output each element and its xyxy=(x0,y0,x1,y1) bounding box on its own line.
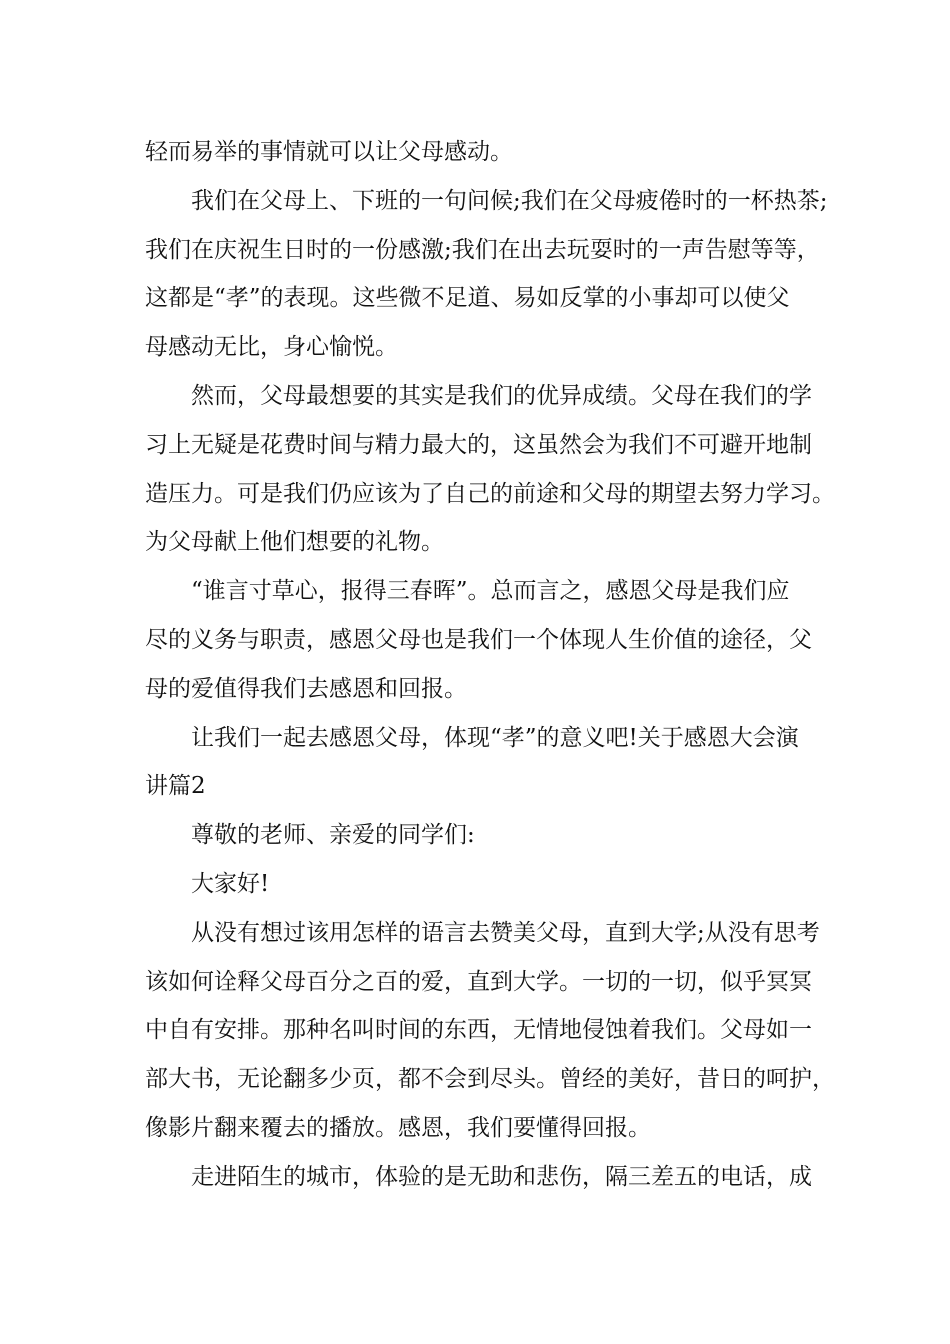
text-line: 为父母献上他们想要的礼物。 xyxy=(145,529,444,556)
paragraph-first-line: 然而，父母最想要的其实是我们的优异成绩。父母在我们的学 xyxy=(191,382,812,409)
paragraph-first-line: 走进陌生的城市，体验的是无助和悲伤，隔三差五的电话，成 xyxy=(191,1163,812,1190)
text-line: 该如何诠释父母百分之百的爱，直到大学。一切的一切，似乎冥冥 xyxy=(145,968,812,995)
text-line: 母的爱值得我们去感恩和回报。 xyxy=(145,675,467,702)
text-line: 讲篇2 xyxy=(145,773,206,800)
paragraph-first-line: “谁言寸草心，报得三春晖”。总而言之，感恩父母是我们应 xyxy=(191,578,790,605)
greeting: 大家好! xyxy=(191,870,270,897)
paragraph-first-line: 从没有想过该用怎样的语言去赞美父母，直到大学;从没有思考 xyxy=(191,919,820,946)
text-line: 母感动无比，身心愉悦。 xyxy=(145,334,398,361)
text-line: 我们在庆祝生日时的一份感激;我们在出去玩耍时的一声告慰等等， xyxy=(145,236,820,263)
text-line: 这都是“孝”的表现。这些微不足道、易如反掌的小事却可以使父 xyxy=(145,285,790,312)
text-line: 习上无疑是花费时间与精力最大的，这虽然会为我们不可避开地制 xyxy=(145,431,812,458)
text-line: 轻而易举的事情就可以让父母感动。 xyxy=(145,139,513,165)
paragraph-first-line: 让我们一起去感恩父母，体现“孝”的意义吧!关于感恩大会演 xyxy=(191,724,799,751)
text-line: 尽的义务与职责，感恩父母也是我们一个体现人生价值的途径，父 xyxy=(145,626,812,653)
salutation: 尊敬的老师、亲爱的同学们: xyxy=(191,822,475,849)
text-line: 像影片翻来覆去的播放。感恩，我们要懂得回报。 xyxy=(145,1114,651,1141)
paragraph-first-line: 我们在父母上、下班的一句问候;我们在父母疲倦时的一杯热茶; xyxy=(191,187,828,214)
text-line: 部大书，无论翻多少页，都不会到尽头。曾经的美好，昔日的呵护， xyxy=(145,1066,835,1093)
text-line: 造压力。可是我们仍应该为了自己的前途和父母的期望去努力学习。 xyxy=(145,480,835,507)
document-body xyxy=(145,128,835,1202)
text-line: 中自有安排。那种名叫时间的东西，无情地侵蚀着我们。父母如一 xyxy=(145,1017,812,1044)
